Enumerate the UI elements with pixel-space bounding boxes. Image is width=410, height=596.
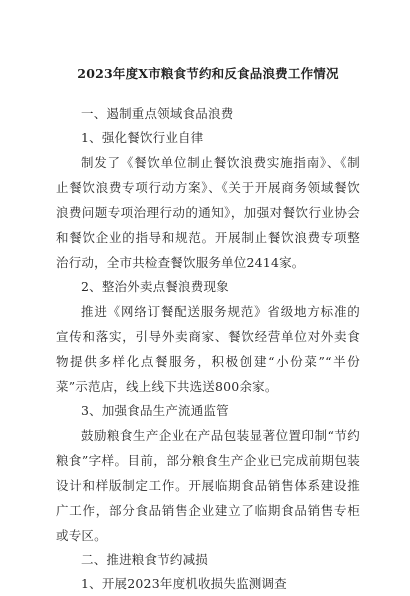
section-heading: 二、推进粮食节约减损: [81, 552, 209, 567]
paragraph: 鼓励粮食生产企业在产品包装显著位置印制“节约粮食”字样。目前，部分粮食生产企业已完成前期包装设计和样版制定工作。开展临期食品销售体系建设推广工作，部分食品销售企业建立了临期食品销售专柜或专区。: [56, 428, 360, 543]
paragraph: 推进《网络订餐配送服务规范》省级地方标准的宣传和落实，引导外卖商家、餐饮经营单位对外卖食物提供多样化点餐服务，积极创建“小份菜”“半份菜”示范店，线上线下共选送800余家。: [56, 304, 360, 394]
subsection-heading: 1、强化餐饮行业自律: [81, 130, 204, 145]
section-heading: 一、遏制重点领域食品浪费: [81, 106, 234, 121]
subsection-heading: 3、加强食品生产流通监管: [81, 403, 229, 418]
subsection-heading: 1、开展2023年度机收损失监测调查: [81, 576, 287, 591]
paragraph: 制发了《餐饮单位制止餐饮浪费实施指南》、《制止餐饮浪费专项行动方案》、《关于开展商务领域餐饮浪费问题专项治理行动的通知》，加强对餐饮行业协会和餐饮企业的指导和规范。开展制止餐饮浪费专项整治行动，全市共检查餐饮服务单位2414家。: [56, 155, 360, 270]
document-title: 2023年度X市粮食节约和反食品浪费工作情况: [77, 66, 339, 81]
subsection-heading: 2、整治外卖点餐浪费现象: [81, 279, 229, 294]
